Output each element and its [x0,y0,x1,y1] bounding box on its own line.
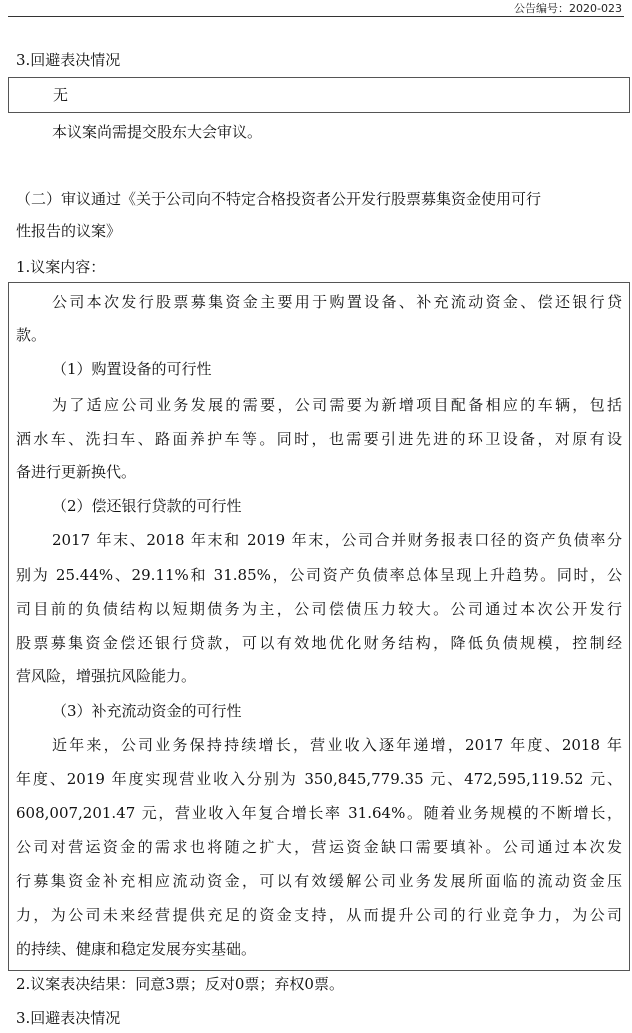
avoidance-box-text: 无 [53,86,69,104]
paragraph-line: 洒水车、洗扫车、路面养护车等。同时，也需要引进先进的环卫设备，对原有设 [16,430,622,448]
paragraph-line: 别为 25.44%、29.11%和 31.85%，公司资产负债率总体呈现上升趋势。同时，公 [16,566,622,584]
paragraph-line: 股票募集资金偿还银行贷款，可以有效地优化财务结构，降低负债规模，控制经 [16,634,622,652]
resolution-title-line-1: （二）审议通过《关于公司向不特定合格投资者公开发行股票募集资金使用可行 [16,190,542,208]
paragraph-line: 2017 年末、2018 年末和 2019 年末，公司合并财务报表口径的资产负债率分 [52,531,622,549]
subheading-working-capital: （3）补充流动资金的可行性 [52,702,242,720]
shareholder-meeting-note: 本议案尚需提交股东大会审议。 [52,123,263,141]
paragraph-line: 的持续、健康和稳定发展夯实基础。 [16,940,257,958]
paragraph-line: 608,007,201.47 元，营业收入年复合增长率 31.64%。随着业务规模的不断增长， [16,804,622,822]
paragraph-line: 备进行更新换代。 [16,463,137,481]
paragraph-line: 行募集资金补充相应流动资金，可以有效缓解公司业务发展所面临的流动资金压 [16,872,622,890]
section-heading-avoidance-2: 3.回避表决情况 [16,1009,121,1027]
document-number: 公告编号：2020-023 [514,2,622,15]
paragraph-line: 年度、2019 年度实现营业收入分别为 350,845,779.35 元、472,595,119.52 元、 [16,770,622,788]
paragraph-line: 近年来，公司业务保持持续增长，营业收入逐年递增，2017 年度、2018 年 [52,736,622,754]
paragraph-line: 款。 [16,326,47,344]
content-box [8,282,630,971]
paragraph-line: 力，为公司未来经营提供充足的资金支持，从而提升公司的行业竞争力，为公司 [16,906,622,924]
subheading-equipment: （1）购置设备的可行性 [52,360,212,378]
resolution-title-line-2: 性报告的议案》 [16,222,122,240]
paragraph-line: 公司对营运资金的需求也将随之扩大，营运资金缺口需要填补。公司通过本次发 [16,838,622,856]
avoidance-box [8,77,630,113]
subheading-loan-repayment: （2）偿还银行贷款的可行性 [52,497,242,515]
section-heading-avoidance: 3.回避表决情况 [16,51,121,69]
header-divider [8,16,624,17]
vote-result: 2.议案表决结果：同意3票；反对0票；弃权0票。 [16,975,344,993]
paragraph-line: 公司本次发行股票募集资金主要用于购置设备、补充流动资金、偿还银行贷 [52,293,622,311]
paragraph-line: 为了适应公司业务发展的需要，公司需要为新增项目配备相应的车辆，包括 [52,396,622,414]
paragraph-line: 营风险，增强抗风险能力。 [16,667,197,685]
content-heading: 1.议案内容： [16,258,106,276]
paragraph-line: 司目前的负债结构以短期债务为主，公司偿债压力较大。公司通过本次公开发行 [16,600,622,618]
